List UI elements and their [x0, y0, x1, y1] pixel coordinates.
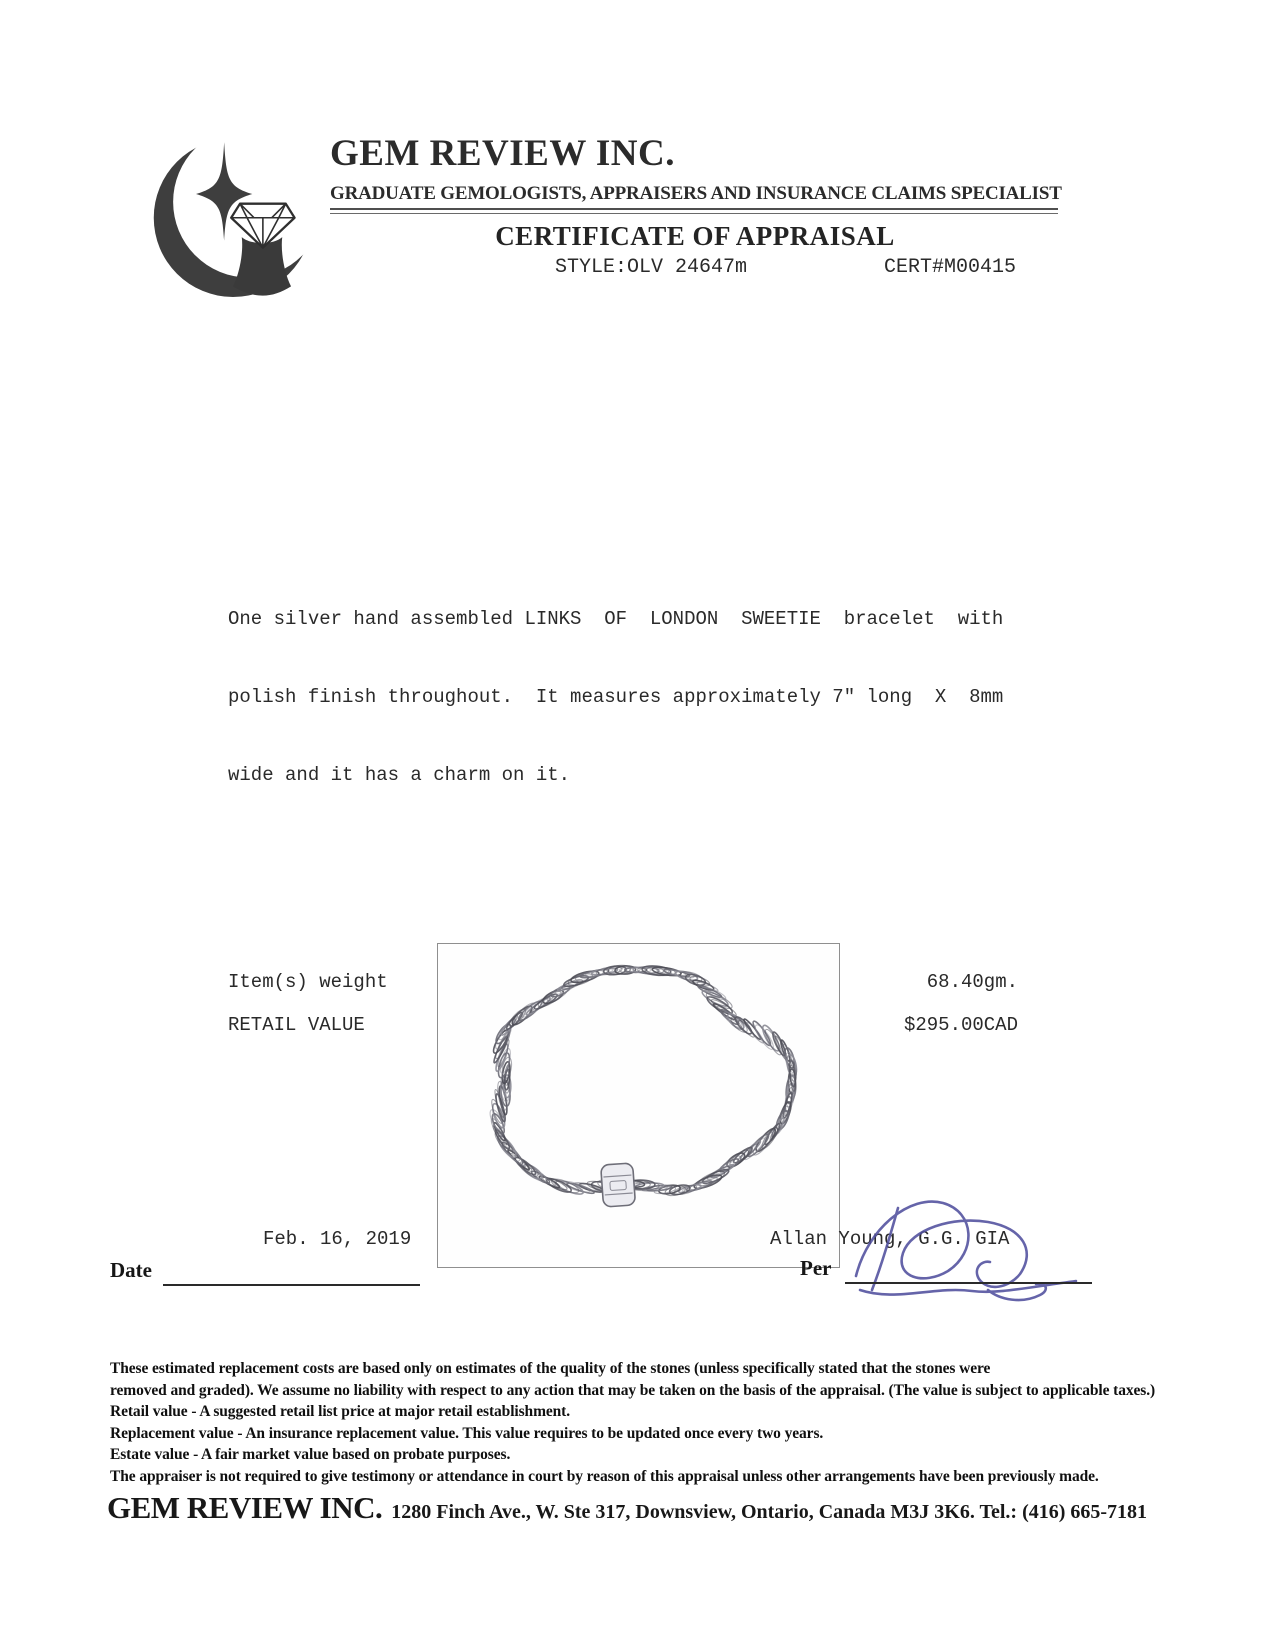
signature-svg	[838, 1178, 1090, 1310]
item-description	[228, 554, 1003, 814]
certificate-number: CERT#M00415	[884, 256, 1017, 279]
footer-address: 1280 Finch Ave., W. Ste 317, Downsview, Ontario, Canada M3J 3K6. Tel.: (416) 665-7181	[391, 1501, 1148, 1523]
disclaimer-line: Replacement value - An insurance replacement value. This value requires to be updated once every two years.	[110, 1424, 824, 1442]
weight-label: Item(s) weight	[228, 971, 388, 993]
style-number: STYLE:OLV 24647m	[555, 256, 748, 279]
disclaimer-line: The appraiser is not required to give testimony or attendance in court by reason of this appraisal unless other arrangements have been previously made.	[110, 1467, 1099, 1485]
retail-value-label: RETAIL VALUE	[228, 1014, 365, 1036]
date-signature-line	[163, 1284, 420, 1286]
appraisal-date: Feb. 16, 2019	[263, 1228, 412, 1250]
company-tagline: GRADUATE GEMOLOGISTS, APPRAISERS AND INSURANCE CLAIMS SPECIALIST	[330, 183, 1062, 204]
company-name: GEM REVIEW INC.	[330, 133, 675, 174]
item-photo-frame	[437, 943, 840, 1268]
certificate-title: CERTIFICATE OF APPRAISAL	[495, 221, 895, 251]
bracelet-photo	[438, 944, 839, 1267]
footer	[107, 1490, 1147, 1526]
disclaimer-line: These estimated replacement costs are based only on estimates of the quality of the stones (unless specifically stated that the stones were	[110, 1360, 991, 1377]
disclaimer-line: removed and graded). We assume no liability with respect to any action that may be taken on the basis of the appraisal. (The value is subject to applicable taxes.)	[110, 1381, 1156, 1399]
retail-value-amount: $295.00CAD	[903, 1014, 1018, 1036]
weight-value: 68.40gm.	[926, 971, 1018, 993]
header-divider	[330, 208, 1058, 214]
per-label: Per	[800, 1256, 832, 1280]
appraiser-name: Allan Young, G.G. GIA	[770, 1228, 1010, 1250]
date-label: Date	[110, 1258, 152, 1282]
disclaimer-line: Estate value - A fair market value based on probate purposes.	[110, 1446, 511, 1463]
footer-company-name: GEM REVIEW INC.	[107, 1490, 383, 1525]
per-signature-line	[845, 1282, 1092, 1284]
disclaimer-block	[110, 1358, 1155, 1487]
description-line-2: polish finish throughout. It measures approximately 7" long X 8mm	[228, 686, 1004, 708]
description-line-1: One silver hand assembled LINKS OF LONDON SWEETIE bracelet with	[228, 608, 1004, 630]
signature-scribble	[838, 1178, 1090, 1310]
description-line-3: wide and it has a charm on it.	[228, 764, 571, 786]
gem-review-logo-icon	[152, 128, 328, 304]
disclaimer-line: Retail value - A suggested retail list price at major retail establishment.	[110, 1403, 571, 1420]
logo-svg	[152, 128, 328, 304]
